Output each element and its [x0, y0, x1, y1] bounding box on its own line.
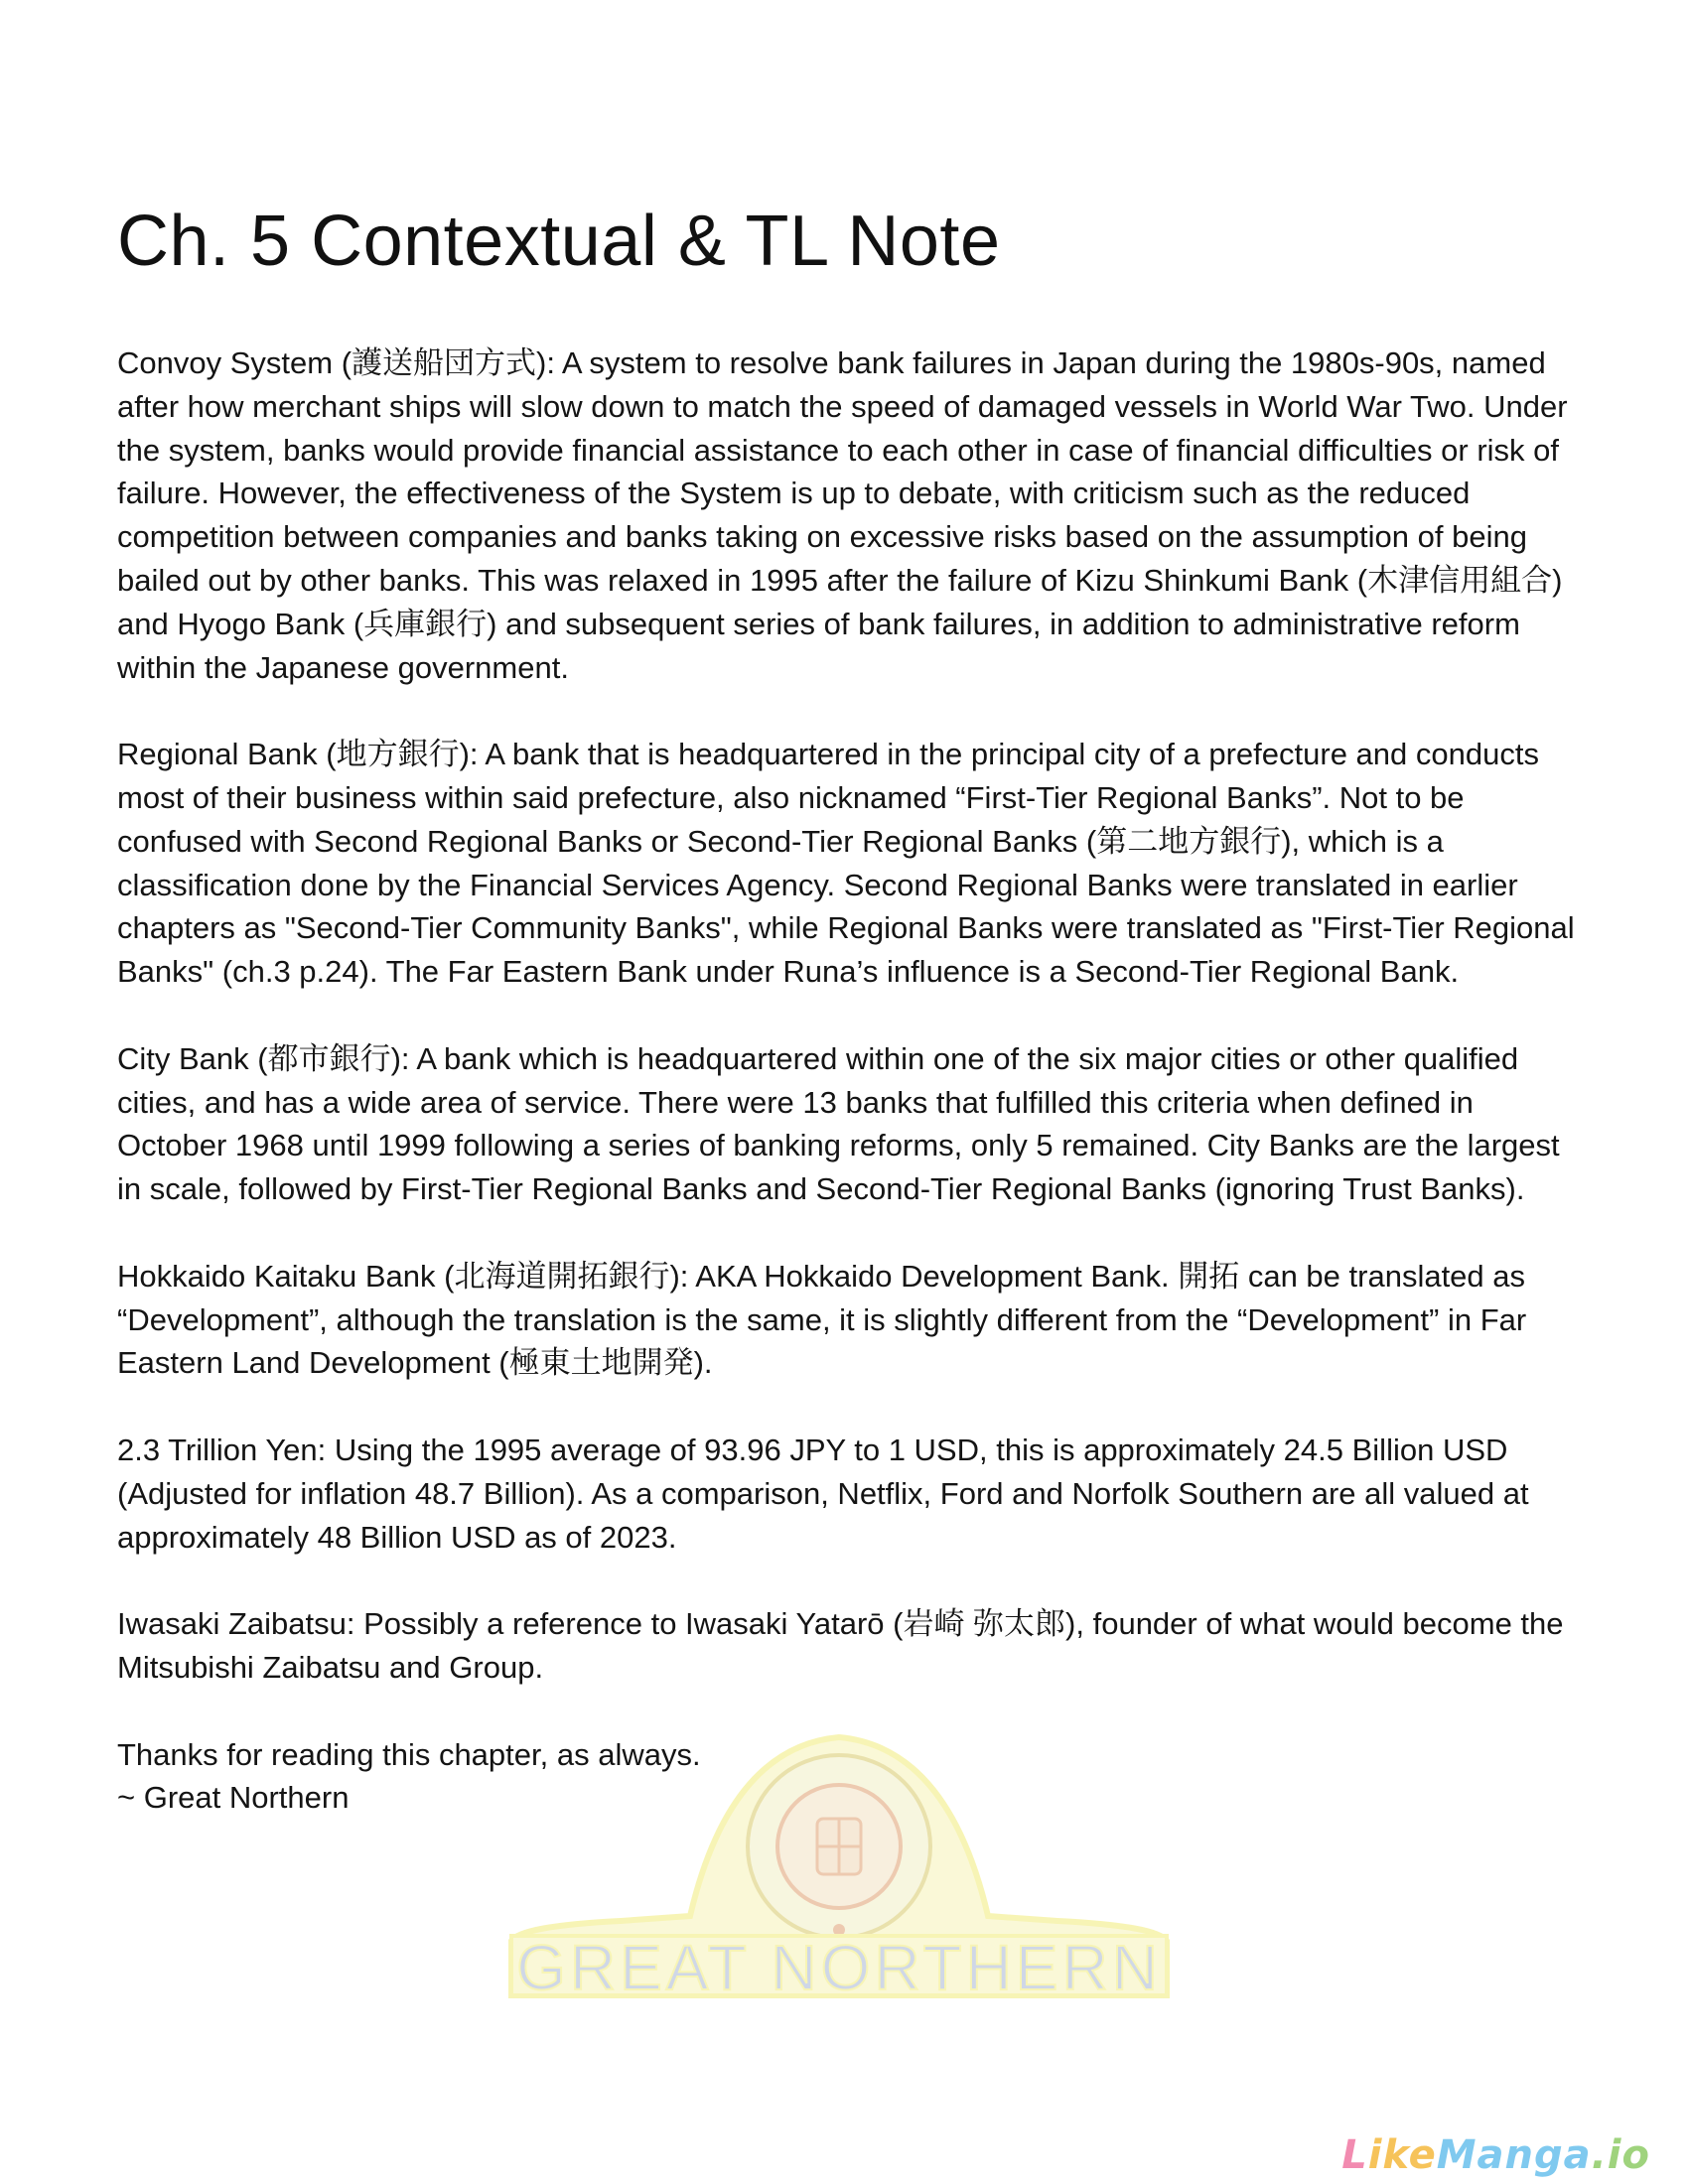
site-mark-part: Manga — [1436, 2132, 1592, 2178]
note-trillion-yen: 2.3 Trillion Yen: Using the 1995 average of 93.96 JPY to 1 USD, this is approximately 24.5 Billion USD (Adjusted for inflation 48.7 Billion). As a comparison, Netflix, Ford and Norfolk Southern are all valued at approximately 48 Billion USD as of 2023. — [117, 1432, 1529, 1555]
note-city-bank: City Bank (都市銀行): A bank which is headquartered within one of the six major cities or other qualified cities, and has a wide area of service. There were 13 banks that fulfilled this criteria when defined in October 1968 until 1999 following a series of banking reforms, only 5 remained. City Banks are the largest in scale, followed by First-Tier Regional Banks and Second-Tier Regional Banks (ignoring Trust Banks). — [117, 1040, 1560, 1207]
page-title: Ch. 5 Contextual & TL Note — [117, 202, 1001, 281]
paragraph-gap — [117, 1559, 1577, 1602]
note-hokkaido-kaitaku-bank: Hokkaido Kaitaku Bank (北海道開拓銀行): AKA Hokkaido Development Bank. 開拓 can be translated as “Development”, although the translation is the same, it is slightly different from the “Development” in Far Eastern Land Development (極東土地開発). — [117, 1258, 1527, 1381]
note-iwasaki-zaibatsu: Iwasaki Zaibatsu: Possibly a reference to Iwasaki Yatarō (岩崎 弥太郎), founder of what would become the Mitsubishi Zaibatsu and Group. — [117, 1606, 1564, 1685]
closing-signature: ~ Great Northern — [117, 1780, 350, 1816]
note-content — [117, 199, 1577, 1820]
site-watermark — [1341, 2132, 1650, 2178]
site-mark-part: L — [1341, 2132, 1368, 2178]
note-regional-bank: Regional Bank (地方銀行): A bank that is headquartered in the principal city of a prefecture and conducts most of their business within said prefecture, also nicknamed “First-Tier Regional Banks”. Not to be confused with Second Regional Banks or Second-Tier Regional Banks (第二地方銀行), which is a classification done by the Financial Services Agency. Second Regional Banks were translated in earlier chapters as "Second-Tier Community Banks", while Regional Banks were translated as "First-Tier Regional Banks" (ch.3 p.24). The Far Eastern Bank under Runa’s influence is a Second-Tier Regional Bank. — [117, 737, 1575, 990]
paragraph-gap — [117, 1211, 1577, 1255]
paragraph-gap — [117, 994, 1577, 1037]
site-mark-part: .io — [1591, 2132, 1650, 2178]
closing-thanks: Thanks for reading this chapter, as always. — [117, 1736, 701, 1772]
note-convoy-system: Convoy System (護送船団方式): A system to resolve bank failures in Japan during the 1980s-90s, named after how merchant ships will slow down to match the speed of damaged vessels in World War Two. Under the system, banks would provide financial assistance to each other in case of financial difficulties or risk of failure. However, the effectiveness of the System is up to debate, with criticism such as the reduced competition between companies and banks taking on excessive risks based on the assumption of being bailed out by other banks. This was relaxed in 1995 after the failure of Kizu Shinkumi Bank (木津信用組合) and Hyogo Bank (兵庫銀行) and subsequent series of bank failures, in addition to administrative reform within the Japanese government. — [117, 345, 1568, 685]
paragraph-gap — [117, 1385, 1577, 1429]
paragraph-gap — [117, 1690, 1577, 1733]
site-mark-part: ike — [1367, 2132, 1437, 2178]
paragraph-gap — [117, 689, 1577, 733]
logo-text: GREAT NORTHERN — [516, 1932, 1162, 2003]
